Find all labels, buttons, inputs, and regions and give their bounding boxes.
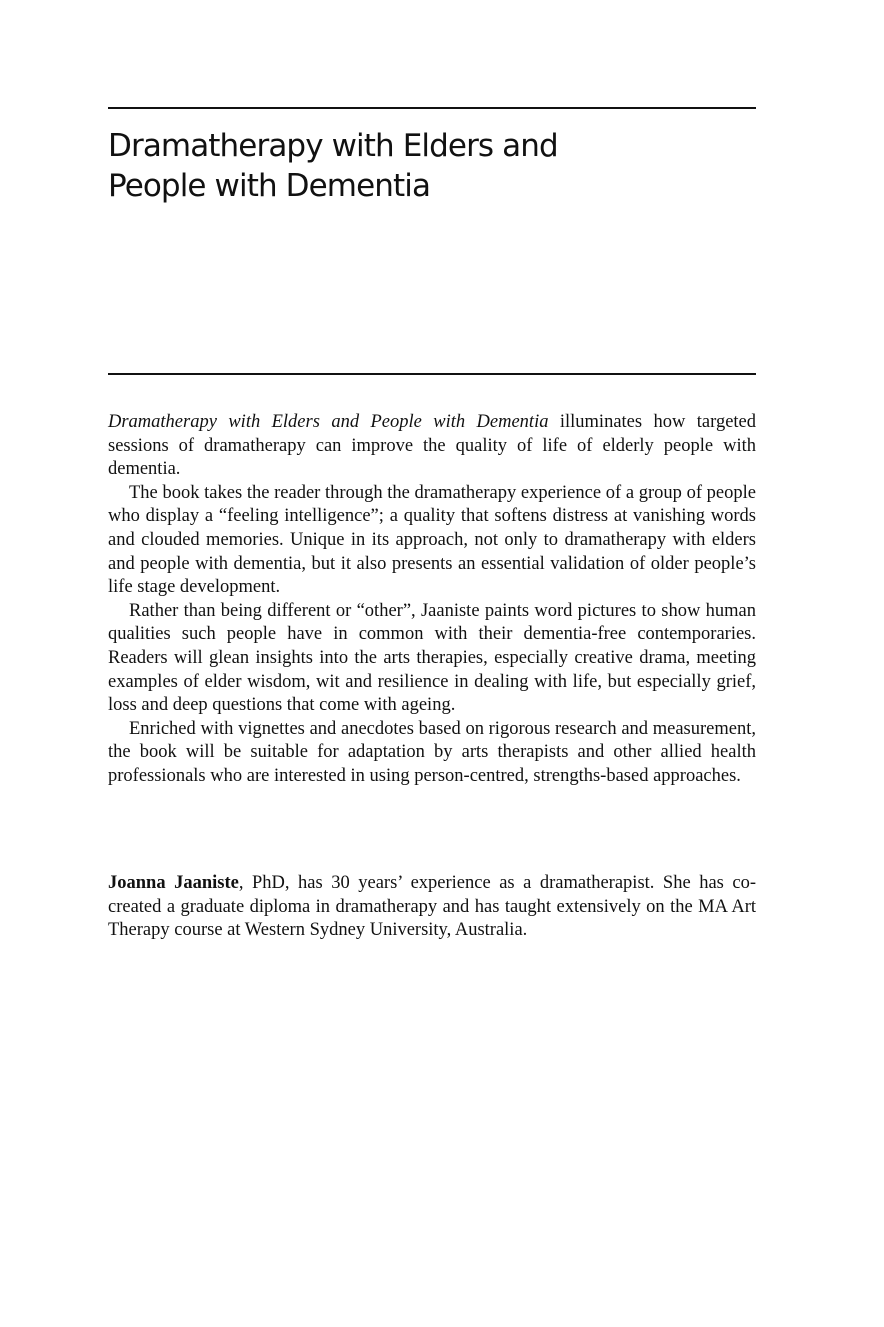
- book-title-line-2: People with Dementia: [108, 168, 431, 204]
- author-name: Joanna Jaaniste: [108, 873, 239, 893]
- author-bio-text: , PhD, has 30 years’ experience as a dramatherapist. She has co-created a graduate diploma in dramatherapy and has taught extensively on the MA Art Therapy course at Western Sydney University, Australia.: [108, 873, 757, 941]
- top-rule: [108, 107, 756, 109]
- bottom-rule: [108, 373, 756, 375]
- description-paragraph-4: Enriched with vignettes and anecdotes based on rigorous research and measurement, the book will be suitable for adaptation by arts therapists and other allied health professionals who are interested in using person-centred, strengths-based approaches.: [108, 718, 756, 786]
- description-paragraph-1-text: illuminates how targeted sessions of dramatherapy can improve the quality of life of elderly people with dementia.: [108, 412, 757, 480]
- book-title: [108, 126, 756, 206]
- book-description: [108, 411, 756, 789]
- book-title-line-1: Dramatherapy with Elders and: [108, 128, 558, 164]
- description-paragraph-3: Rather than being different or “other”, Jaaniste paints word pictures to show human qualities such people have in common with their dementia-free contemporaries. Readers will glean insights into the arts therapies, especially creative drama, meeting examples of elder wisdom, wit and resilience in dealing with life, but especially grief, loss and deep questions that come with ageing.: [108, 600, 756, 716]
- author-bio: [108, 872, 756, 943]
- description-paragraph-1: [108, 411, 756, 482]
- description-paragraph-2: The book takes the reader through the dramatherapy experience of a group of people who display a “feeling intelligence”; a quality that softens distress at vanishing words and clouded memories. Unique in its approach, not only to dramatherapy with elders and people with dementia, but it also presents an essential validation of older people’s life stage development.: [108, 482, 756, 598]
- description-book-title: Dramatherapy with Elders and People with Dementia: [108, 412, 549, 432]
